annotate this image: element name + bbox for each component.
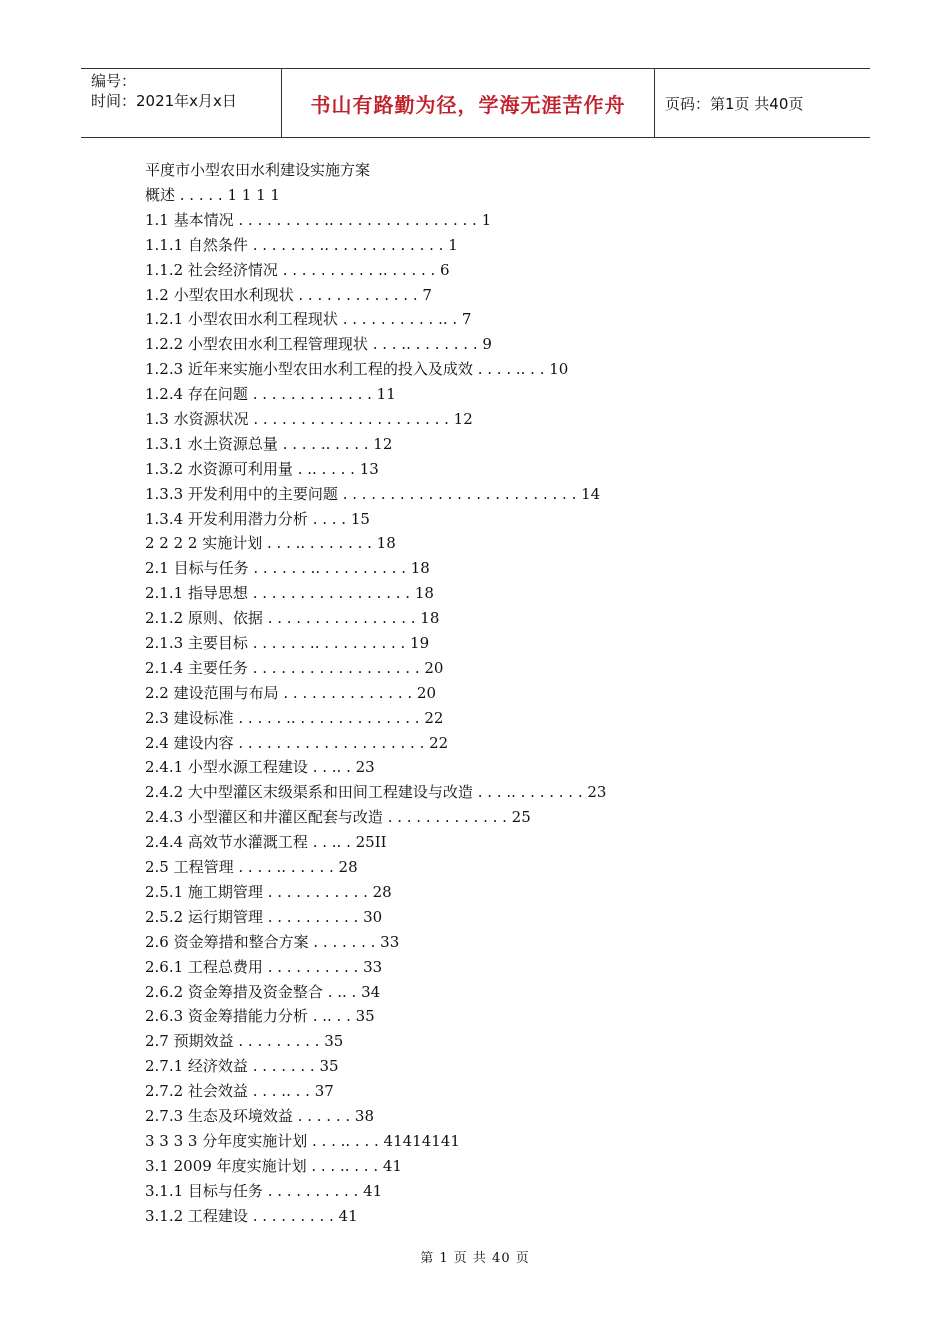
header-info-cell [81,69,282,137]
toc-entry: 2.5 工程管理 . . . . .. . . . . . 28 [145,858,358,877]
header-motto: 书山有路勤为径，学海无涯苦作舟 [310,92,626,117]
toc-entry: 1.2.3 近年来实施小型农田水利工程的投入及成效 . . . . .. . . 10 [145,360,569,379]
toc-entry: 2.1 目标与任务 . . . . . . .. . . . . . . . . . 18 [145,559,430,578]
toc-entry: 2.7.2 社会效益 . . . .. . . 37 [145,1082,334,1101]
toc-entry: 2.6 资金筹措和整合方案 . . . . . . . 33 [145,932,400,951]
document-date-label: 时间：2021年x月x日 [91,92,237,110]
table-of-contents [145,158,785,1228]
toc-entry: 2.1.4 主要任务 . . . . . . . . . . . . . . . . . . 20 [145,658,444,677]
header-page-number: 页码：第1页 共40页 [665,94,804,113]
toc-entry: 2.1.2 原则、依据 . . . . . . . . . . . . . . . . 18 [145,609,440,628]
toc-entry: 1.3.3 开发利用中的主要问题 . . . . . . . . . . . . . . . . . . . . . . . . . 14 [145,484,601,503]
toc-entry: 2.5.2 运行期管理 . . . . . . . . . . 30 [145,907,383,926]
toc-entry: 2.7.3 生态及环境效益 . . . . . . 38 [145,1106,375,1125]
toc-entry: 1.3.1 水土资源总量 . . . . .. . . . . 12 [145,434,393,453]
toc-entry: 2.7 预期效益 . . . . . . . . . 35 [145,1032,344,1051]
header-motto-cell [282,69,655,137]
toc-entry: 1.2 小型农田水利现状 . . . . . . . . . . . . . 7 [145,285,432,304]
toc-entry: 1.2.4 存在问题 . . . . . . . . . . . . . 11 [145,385,396,404]
toc-entry: 2.1.1 指导思想 . . . . . . . . . . . . . . . . . 18 [145,584,434,603]
toc-entry: 2.7.1 经济效益 . . . . . . . 35 [145,1057,339,1076]
toc-entry: 1.1.2 社会经济情况 . . . . . . . . . . .. . . . . . 6 [145,260,450,279]
toc-entry: 2.6.1 工程总费用 . . . . . . . . . . 33 [145,957,383,976]
toc-entry: 2.4.2 大中型灌区末级渠系和田间工程建设与改造 . . . .. . . . . . . . 23 [145,783,607,802]
toc-entry: 2.3 建设标准 . . . . . .. . . . . . . . . . . . . . 22 [145,708,444,727]
toc-list [145,183,785,1228]
toc-entry: 2 2 2 2 实施计划 . . . .. . . . . . . . 18 [145,534,396,553]
page-footer: 第 1 页 共 40 页 [420,1251,530,1266]
toc-entry: 2.4 建设内容 . . . . . . . . . . . . . . . . . . . . 22 [145,733,449,752]
toc-entry: 概述 . . . . . 1 1 1 1 [145,186,280,204]
toc-entry: 2.5.1 施工期管理 . . . . . . . . . . . 28 [145,882,392,901]
toc-entry: 1.3.2 水资源可利用量 . .. . . . . 13 [145,459,379,478]
document-title: 平度市小型农田水利建设实施方案 [145,161,371,179]
toc-entry: 2.4.3 小型灌区和井灌区配套与改造 . . . . . . . . . . . . . 25 [145,808,531,827]
toc-entry: 1.1 基本情况 . . . . . . . . . .. . . . . . . . . . . . . . . . 1 [145,210,492,229]
toc-entry: 2.1.3 主要目标 . . . . . . .. . . . . . . . . . 19 [145,634,430,653]
document-number-label: 编号： [91,72,137,90]
toc-entry: 3 3 3 3 分年度实施计划 . . . .. . . . 41414141 [145,1131,460,1150]
toc-entry: 1.3.4 开发利用潜力分析 . . . . 15 [145,509,370,528]
toc-entry: 2.6.3 资金筹措能力分析 . .. . . 35 [145,1007,375,1026]
toc-entry: 1.3 水资源状况 . . . . . . . . . . . . . . . . . . . . . 12 [145,410,473,429]
toc-entry: 1.1.1 自然条件 . . . . . . . .. . . . . . . . . . . . . 1 [145,235,458,254]
toc-entry: 2.4.4 高效节水灌溉工程 . . .. . 25II [145,833,387,852]
toc-entry: 2.4.1 小型水源工程建设 . . .. . 23 [145,758,375,777]
toc-entry: 1.2.2 小型农田水利工程管理现状 . . . .. . . . . . . . 9 [145,335,492,354]
toc-entry: 2.2 建设范围与布局 . . . . . . . . . . . . . . 20 [145,683,436,702]
toc-entry: 1.2.1 小型农田水利工程现状 . . . . . . . . . . .. . 7 [145,310,472,329]
toc-entry: 3.1 2009 年度实施计划 . . . .. . . . 41 [145,1156,402,1175]
header-page-cell [655,69,870,137]
toc-entry: 2.6.2 资金筹措及资金整合 . .. . 34 [145,982,381,1001]
toc-entry: 3.1.1 目标与任务 . . . . . . . . . . 41 [145,1181,383,1200]
toc-entry: 3.1.2 工程建设 . . . . . . . . . 41 [145,1206,358,1225]
page-header [81,68,870,138]
